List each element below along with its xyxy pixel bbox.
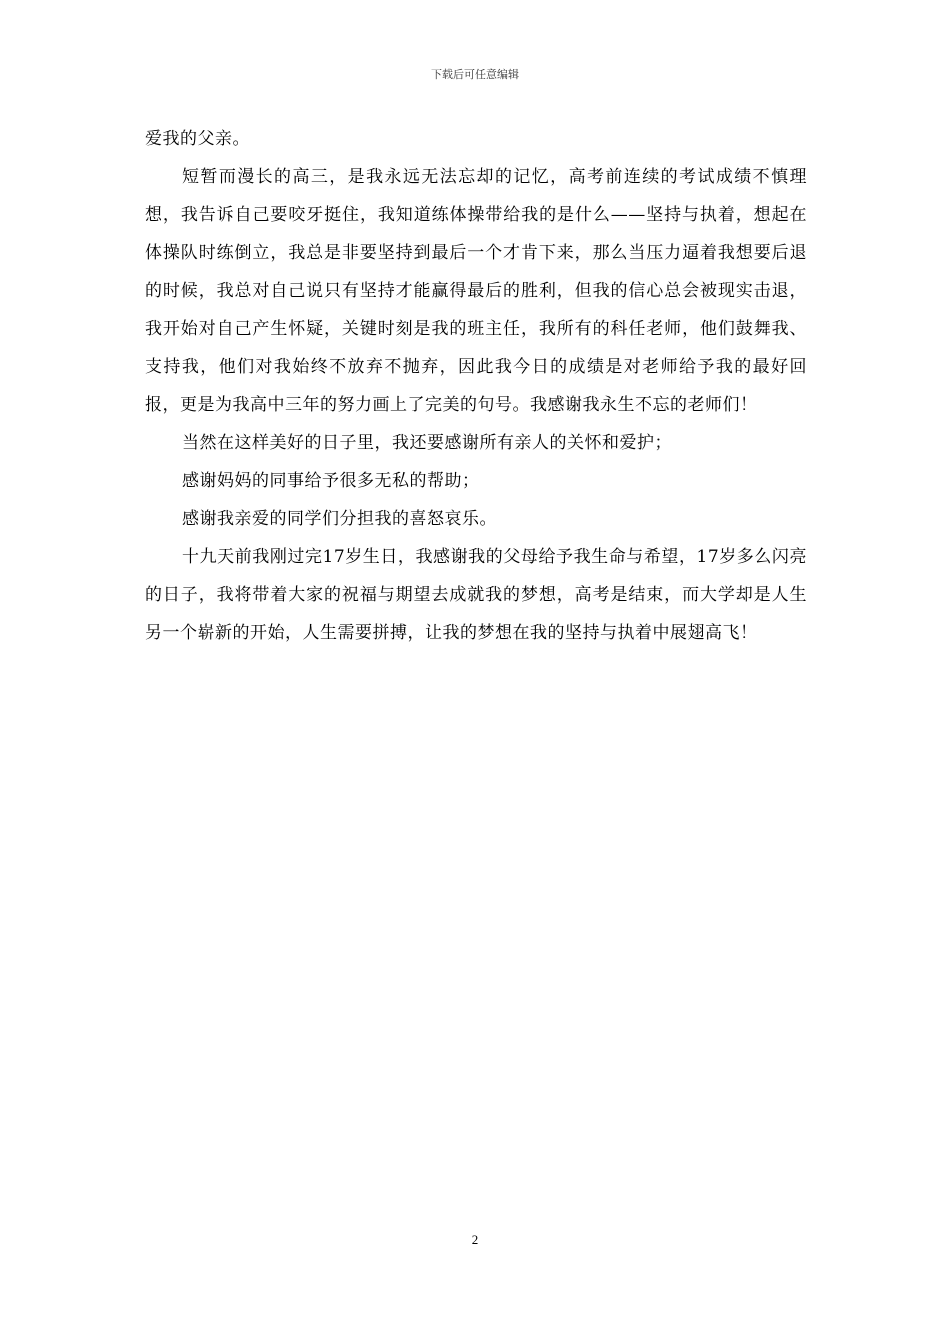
paragraph-continuation: 爱我的父亲。 [145,129,250,149]
paragraph-thanks-relatives: 当然在这样美好的日子里，我还要感谢所有亲人的关怀和爱护； [182,433,672,453]
page-number: 2 [471,1232,479,1247]
paragraph-birthday-dream: 十九天前我刚过完17岁生日，我感谢我的父母给予我生命与希望，17岁多么闪亮的日子，我将带着大家的祝福与期望去成就我的梦想，高考是结束，而大学却是人生另一个崭新的开始，人生需要拼搏，让我的梦想在我的坚持与执着中展翅高飞！ [145,547,807,643]
page-header: 下载后可任意编辑 [431,68,519,81]
paragraph-thanks-classmates: 感谢我亲爱的同学们分担我的喜怒哀乐。 [182,509,497,529]
paragraph-gaosan-memory: 短暂而漫长的高三，是我永远无法忘却的记忆，高考前连续的考试成绩不慎理想，我告诉自己要咬牙挺住，我知道练体操带给我的是什么——坚持与执着，想起在体操队时练倒立，我总是非要坚持到最后一个才肯下来，那么当压力逼着我想要后退的时候，我总对自己说只有坚持才能赢得最后的胜利，但我的信心总会被现实击退，我开始对自己产生怀疑，关键时刻是我的班主任，我所有的科任老师，他们鼓舞我、支持我，他们对我始终不放弃不抛弃，因此我今日的成绩是对老师给予我的最好回报，更是为我高中三年的努力画上了完美的句号。我感谢我永生不忘的老师们！ [145,167,807,415]
document-body [145,120,807,652]
paragraph-thanks-mother-colleagues: 感谢妈妈的同事给予很多无私的帮助； [182,471,480,491]
